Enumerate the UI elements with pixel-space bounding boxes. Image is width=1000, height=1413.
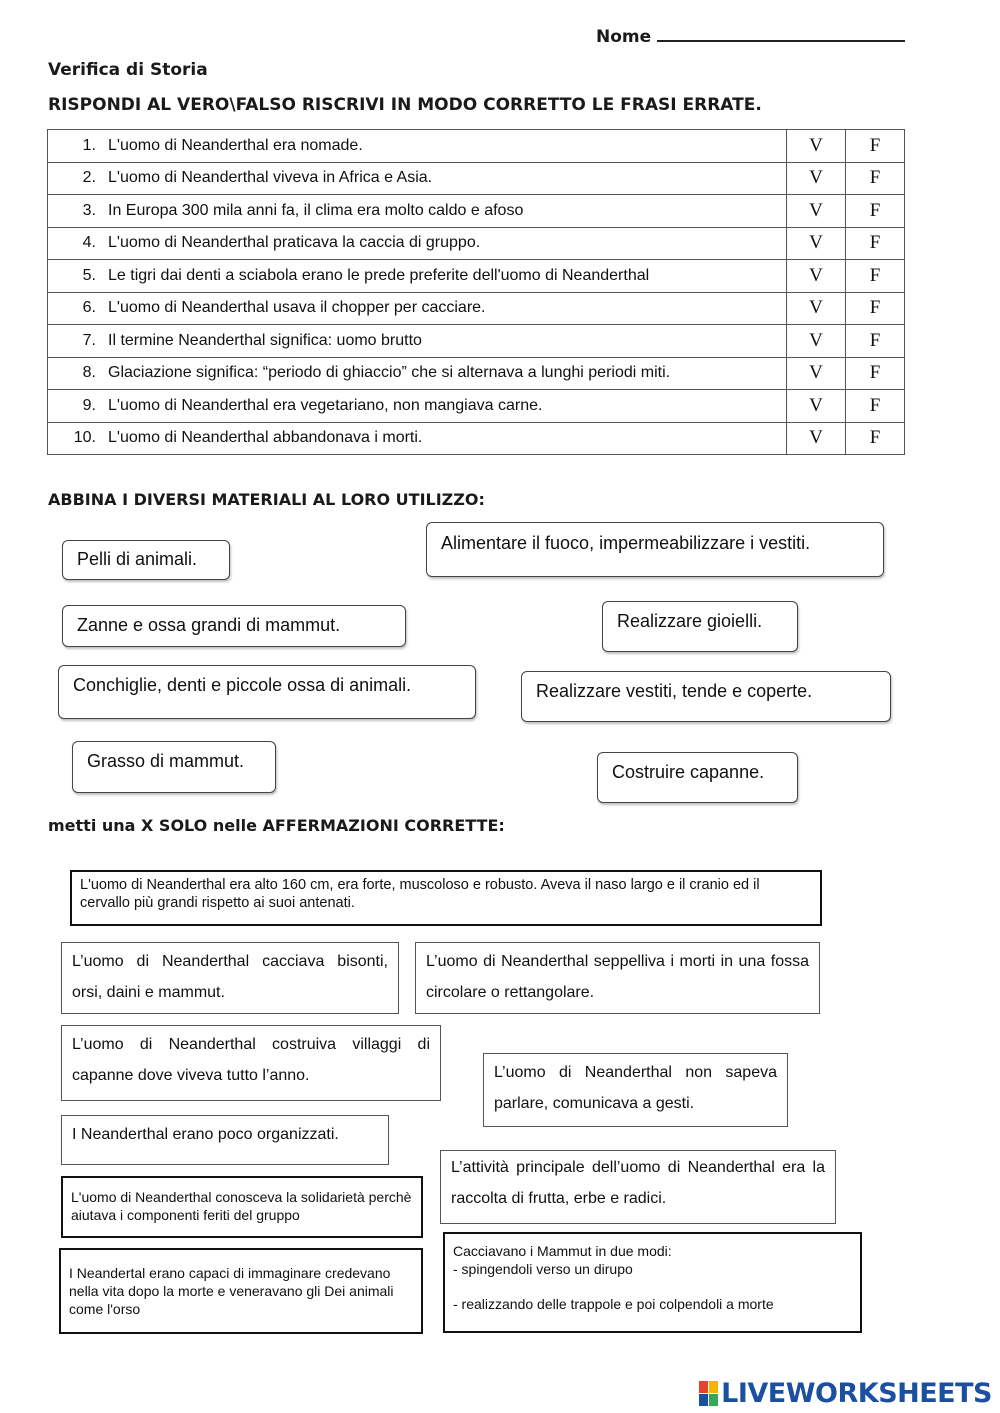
- row-statement: Glaciazione significa: “periodo di ghiaccio” che si alternava a lunghi periodi miti.: [102, 357, 787, 390]
- row-number: 9.: [48, 390, 103, 423]
- false-option[interactable]: F: [846, 422, 905, 455]
- true-false-row: [48, 195, 905, 228]
- statement-box[interactable]: [61, 1025, 441, 1101]
- row-number: 6.: [48, 292, 103, 325]
- row-statement: L'uomo di Neanderthal viveva in Africa e Asia.: [102, 162, 787, 195]
- material-label: Conchiglie, denti e piccole ossa di animali.: [73, 675, 412, 695]
- true-false-row: [48, 227, 905, 260]
- true-option[interactable]: V: [787, 390, 846, 423]
- statement-text: L’attività principale dell’uomo di Neanderthal era la raccolta di frutta, erbe e radici.: [451, 1159, 825, 1207]
- use-label: Realizzare vestiti, tende e coperte.: [536, 681, 813, 701]
- statement-box[interactable]: [440, 1150, 836, 1224]
- true-option[interactable]: V: [787, 357, 846, 390]
- name-field: [596, 24, 905, 47]
- row-statement: Il termine Neanderthal significa: uomo brutto: [102, 325, 787, 358]
- statement-box[interactable]: [61, 942, 399, 1014]
- statement-text: L’uomo di Neanderthal non sapeva parlare, comunicava a gesti.: [494, 1064, 777, 1112]
- name-label: Nome: [596, 27, 652, 47]
- mammut-line-1: Cacciavano i Mammut in due modi:: [453, 1243, 672, 1259]
- row-statement: L'uomo di Neanderthal era nomade.: [102, 130, 787, 163]
- row-statement: L'uomo di Neanderthal praticava la caccia di gruppo.: [102, 227, 787, 260]
- name-line[interactable]: [657, 24, 905, 42]
- statement-box[interactable]: [70, 870, 822, 926]
- row-number: 8.: [48, 357, 103, 390]
- material-box[interactable]: [62, 605, 406, 647]
- logo-square: [709, 1394, 718, 1406]
- statement-box[interactable]: [59, 1248, 423, 1334]
- row-statement: L'uomo di Neanderthal usava il chopper per cacciare.: [102, 292, 787, 325]
- material-label: Pelli di animali.: [77, 549, 198, 569]
- true-false-row: [48, 357, 905, 390]
- logo-square: [699, 1381, 708, 1393]
- use-box[interactable]: [521, 671, 891, 722]
- statement-box[interactable]: [483, 1053, 788, 1127]
- row-statement: In Europa 300 mila anni fa, il clima era molto caldo e afoso: [102, 195, 787, 228]
- true-option[interactable]: V: [787, 260, 846, 293]
- row-number: 2.: [48, 162, 103, 195]
- true-option[interactable]: V: [787, 422, 846, 455]
- page-title: Verifica di Storia: [48, 60, 208, 80]
- row-number: 1.: [48, 130, 103, 163]
- material-box[interactable]: [62, 540, 230, 580]
- true-option[interactable]: V: [787, 325, 846, 358]
- statement-box[interactable]: [61, 1115, 389, 1165]
- row-number: 7.: [48, 325, 103, 358]
- false-option[interactable]: F: [846, 162, 905, 195]
- use-box[interactable]: [602, 601, 798, 652]
- logo-mark-icon: [699, 1381, 718, 1406]
- statement-text: L’uomo di Neanderthal seppelliva i morti in una fossa circolare o rettangolare.: [426, 953, 809, 1001]
- true-option[interactable]: V: [787, 227, 846, 260]
- true-option[interactable]: V: [787, 292, 846, 325]
- true-false-row: [48, 422, 905, 455]
- true-option[interactable]: V: [787, 130, 846, 163]
- row-statement: L'uomo di Neanderthal abbandonava i morti.: [102, 422, 787, 455]
- statement-text: I Neanderthal erano poco organizzati.: [72, 1126, 339, 1143]
- logo-square: [699, 1394, 708, 1406]
- use-label: Realizzare gioielli.: [617, 611, 763, 631]
- true-false-table: [47, 129, 905, 455]
- statement-text: L’uomo di Neanderthal costruiva villaggi di capanne dove viveva tutto l’anno.: [72, 1036, 430, 1084]
- material-label: Grasso di mammut.: [87, 751, 245, 771]
- true-option[interactable]: V: [787, 195, 846, 228]
- statement-text: L'uomo di Neanderthal era alto 160 cm, era forte, muscoloso e robusto. Aveva il naso largo e il cranio ed il cervallo più grandi rispetto ai suoi antenati.: [80, 877, 760, 911]
- liveworksheets-logo: [699, 1378, 992, 1409]
- statement-text: L’uomo di Neanderthal cacciava bisonti, orsi, daini e mammut.: [72, 953, 388, 1001]
- true-false-row: [48, 325, 905, 358]
- use-label: Alimentare il fuoco, impermeabilizzare i vestiti.: [441, 533, 811, 553]
- true-false-row: [48, 130, 905, 163]
- row-statement: L'uomo di Neanderthal era vegetariano, non mangiava carne.: [102, 390, 787, 423]
- use-label: Costruire capanne.: [612, 762, 765, 782]
- false-option[interactable]: F: [846, 260, 905, 293]
- material-box[interactable]: [72, 741, 276, 793]
- false-option[interactable]: F: [846, 357, 905, 390]
- true-false-row: [48, 292, 905, 325]
- matching-heading: ABBINA I DIVERSI MATERIALI AL LORO UTILIZZO:: [48, 490, 485, 509]
- statement-box[interactable]: [415, 942, 820, 1014]
- row-number: 5.: [48, 260, 103, 293]
- use-box[interactable]: [597, 752, 798, 803]
- row-number: 10.: [48, 422, 103, 455]
- statement-text: I Neandertal erano capaci di immaginare credevano nella vita dopo la morte e veneravano gli Dei animali come l'orso: [69, 1265, 394, 1317]
- row-statement: Le tigri dai denti a sciabola erano le prede preferite dell'uomo di Neanderthal: [102, 260, 787, 293]
- true-false-row: [48, 162, 905, 195]
- statement-box[interactable]: [61, 1176, 423, 1238]
- material-box[interactable]: [58, 665, 476, 719]
- statement-text: L'uomo di Neanderthal conosceva la solidarietà perchè aiutava i componenti feriti del gruppo: [71, 1189, 412, 1223]
- false-option[interactable]: F: [846, 325, 905, 358]
- true-false-row: [48, 260, 905, 293]
- logo-square: [709, 1381, 718, 1393]
- statements-heading: metti una X SOLO nelle AFFERMAZIONI CORRETTE:: [48, 816, 505, 835]
- logo-text: LIVEWORKSHEETS: [721, 1378, 992, 1409]
- false-option[interactable]: F: [846, 390, 905, 423]
- true-false-row: [48, 390, 905, 423]
- false-option[interactable]: F: [846, 130, 905, 163]
- statement-box-mammut[interactable]: [443, 1232, 862, 1333]
- false-option[interactable]: F: [846, 292, 905, 325]
- row-number: 3.: [48, 195, 103, 228]
- use-box[interactable]: [426, 522, 884, 577]
- false-option[interactable]: F: [846, 227, 905, 260]
- false-option[interactable]: F: [846, 195, 905, 228]
- row-number: 4.: [48, 227, 103, 260]
- material-label: Zanne e ossa grandi di mammut.: [77, 615, 341, 635]
- true-option[interactable]: V: [787, 162, 846, 195]
- true-false-instruction: RISPONDI AL VERO\FALSO RISCRIVI IN MODO CORRETTO LE FRASI ERRATE.: [48, 95, 762, 115]
- mammut-line-3: - realizzando delle trappole e poi colpendoli a morte: [453, 1296, 774, 1312]
- mammut-line-2: - spingendoli verso un dirupo: [453, 1261, 633, 1277]
